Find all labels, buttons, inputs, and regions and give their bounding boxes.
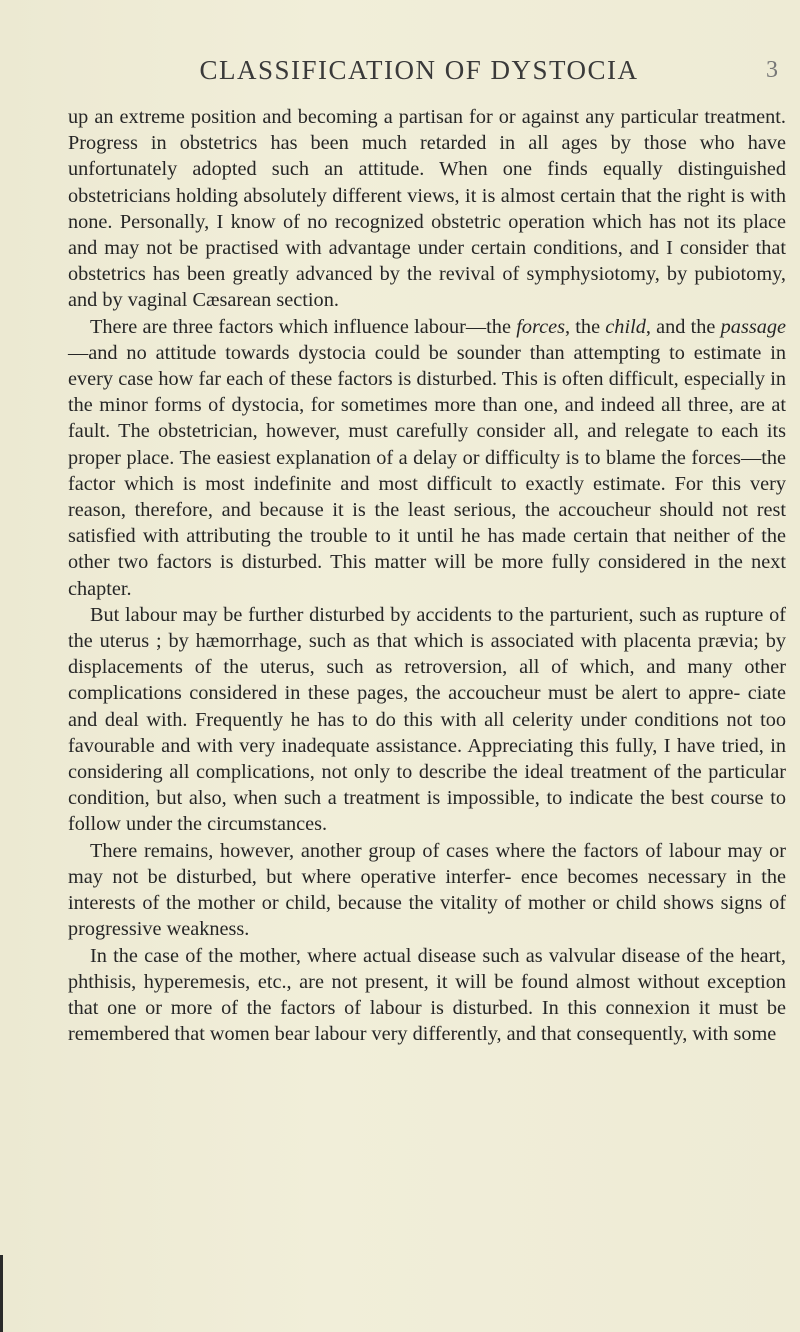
running-head [60, 52, 778, 88]
page-title: CLASSIFICATION OF DYSTOCIA [199, 55, 639, 85]
paragraph-1: up an extreme position and becoming a partisan for or against any particular treatment. Progress in obstetrics has been much retarded in all ages by those who have unfortunately adopted such an attitude. When one finds equally distinguished obstetricians holding absolutely different views, it is almost certain that the right is with none. Personally, I know of no recognized obstetric operation which has not its place and may not be practised with advantage under certain conditions, and I consider that obstetrics has been greatly advanced by the revival of symphysiotomy, by pubiotomy, and by vaginal Cæsarean section. [68, 106, 786, 312]
page-edge-shadow [0, 1255, 3, 1332]
paragraph-2 [68, 314, 786, 602]
paragraph-2-part-3: , and the [645, 315, 721, 338]
body-text [68, 104, 786, 1047]
italic-child: child [605, 315, 646, 338]
paragraph-4: There remains, however, another group of cases where the factors of labour may or may not be disturbed, but where operative interfer- ence becomes necessary in the interests of the mother or child, because the vitality of mother or child shows signs of progressive weakness. [68, 839, 786, 941]
italic-forces: forces [516, 315, 565, 338]
paragraph-2-part-4: —and no attitude towards dystocia could be sounder than attempting to estimate in every case how far each of these factors is disturbed. This is often difficult, especially in the minor forms of dystocia, for sometimes more than one, and indeed all three, are at fault. The obstetrician, however, must carefully consider all, and relegate to each its proper place. The easiest explanation of a delay or difficulty is to blame the forces—the factor which is most indefinite and most difficult to exactly estimate. For this very reason, therefore, and because it is the least serious, the accoucheur should not rest satisfied with attributing the trouble to it until he has made certain that neither of the other two factors is disturbed. This matter will be more fully considered in the next chapter. [68, 341, 786, 600]
paragraph-3: But labour may be further disturbed by accidents to the parturient, such as rupture of the uterus ; by hæmorrhage, such as that which is associated with placenta prævia; by displacements of the uterus, such as retroversion, all of which, and many other complications considered in these pages, the accoucheur must be alert to appre- ciate and deal with. Frequently he has to do this with all celerity under conditions not too favourable and with very inadequate assistance. Appreciating this fully, I have tried, in considering all complications, not only to describe the ideal treatment of the particular condition, but also, when such a treatment is impossible, to indicate the best course to follow under the circumstances. [68, 603, 786, 836]
italic-passage: passage [720, 315, 787, 338]
paragraph-2-part-2: , the [565, 315, 606, 338]
paragraph-5: In the case of the mother, where actual disease such as valvular disease of the heart, phthisis, hyperemesis, etc., are not present, it will be found almost without exception that one or more of the factors of labour is disturbed. In this connexion it must be remembered that women bear labour very differently, and that consequently, with some [68, 944, 786, 1046]
page-number: 3 [766, 57, 778, 83]
paragraph-2-part-1: There are three factors which influence labour—the [90, 315, 517, 338]
